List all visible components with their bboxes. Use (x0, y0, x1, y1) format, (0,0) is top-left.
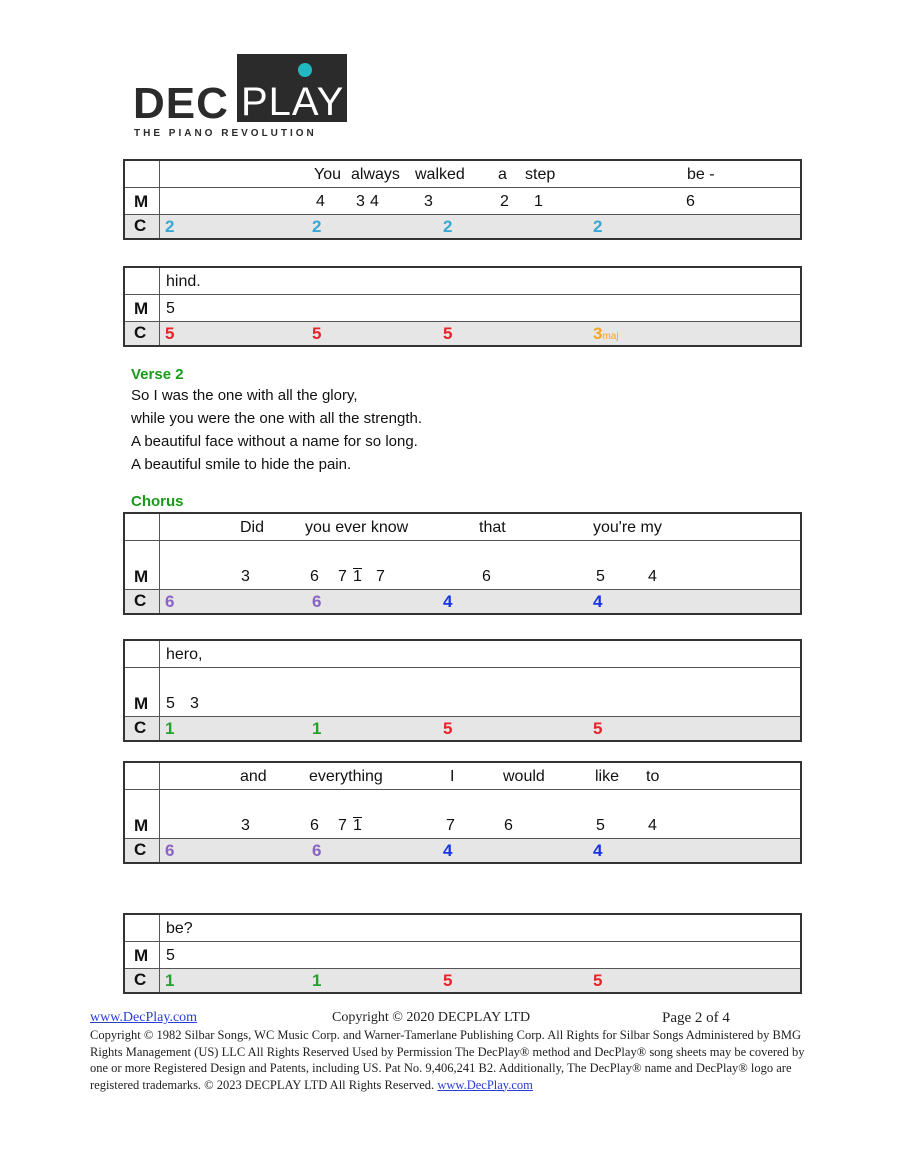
chord-number: 2 (443, 217, 453, 236)
melody-note: 6 (504, 817, 513, 834)
lyrics-row (125, 641, 800, 668)
chords-row (125, 322, 800, 345)
logo-play-text: PLAY (241, 80, 345, 124)
chords-label: C (134, 970, 147, 989)
melody-note: 5 (596, 817, 605, 834)
logo-dec-text: DEC (133, 79, 229, 128)
page-number: Page 2 of 4 (662, 1010, 730, 1026)
melody-label: M (134, 567, 149, 586)
chord-number: 4 (593, 841, 603, 860)
melody-note: 6 (482, 568, 491, 585)
lyrics-row (125, 915, 800, 942)
lyric-word: be? (166, 920, 193, 937)
chorus-heading: Chorus (131, 493, 184, 510)
lyric-word: would (503, 768, 545, 785)
melody-note: 4 (648, 568, 657, 585)
melody-row (125, 790, 800, 839)
chords-row (125, 839, 800, 862)
melody-note: 7 (338, 817, 347, 834)
chords-row (125, 215, 800, 238)
lyric-word: I (450, 768, 455, 785)
verse-line: while you were the one with all the strength. (131, 410, 422, 427)
chord-number: 2 (312, 217, 322, 236)
melody-label: M (134, 694, 149, 713)
lyrics-row (125, 514, 800, 541)
chord-number: 1 (165, 971, 175, 990)
melody-note: 3 (190, 695, 199, 712)
melody-row (125, 942, 800, 969)
melody-label: M (134, 946, 149, 965)
chord-number: 5 (593, 719, 603, 738)
lyric-word: you're my (593, 519, 662, 536)
melody-note: 5 (596, 568, 605, 585)
chord-number: 4 (593, 592, 603, 611)
lyric-word: walked (415, 166, 465, 183)
melody-note: 5 (166, 300, 175, 317)
site-link[interactable]: www.DecPlay.com (90, 1010, 198, 1025)
chord-number: 5 (312, 324, 322, 343)
stave-1 (123, 159, 802, 240)
lyrics-row (125, 161, 800, 188)
melody-note: 5 (166, 695, 175, 712)
chord-number: 1 (312, 971, 322, 990)
chord-number: 5 (443, 324, 453, 343)
decplay-logo (133, 54, 348, 144)
lyric-word: Did (240, 519, 265, 536)
lyrics-row (125, 268, 800, 295)
lyric-word: and (240, 768, 267, 785)
chords-label: C (134, 216, 147, 235)
chord-number: 6 (165, 592, 175, 611)
melody-note: 6 (310, 817, 319, 834)
chord-number: 2 (593, 217, 603, 236)
chord-number: 5 (443, 719, 453, 738)
melody-note: 6 (310, 568, 319, 585)
lyric-word: you ever know (305, 519, 409, 536)
melody-note: 4 (648, 817, 657, 834)
lyric-word: step (525, 166, 556, 183)
verse-2-heading: Verse 2 (131, 366, 184, 383)
chord-number: 5 (165, 324, 175, 343)
lyrics-row (125, 763, 800, 790)
lyric-word: like (595, 768, 620, 785)
stave-2 (123, 266, 802, 347)
melody-row (125, 188, 800, 215)
stave-6 (123, 913, 802, 994)
chord-number: 5 (443, 971, 453, 990)
chord-number: 4 (443, 841, 453, 860)
chord-number: 4 (443, 592, 453, 611)
lyric-word: a (498, 166, 507, 183)
melody-note: 4 (370, 193, 379, 210)
melody-note: 6 (686, 193, 695, 210)
verse-line: A beautiful face without a name for so long. (131, 433, 418, 450)
melody-note: 3 (241, 568, 250, 585)
chords-label: C (134, 718, 147, 737)
lyric-word: to (646, 768, 660, 785)
melody-row (125, 668, 800, 717)
melody-note: 1 (534, 193, 543, 210)
melody-note: 7 (338, 568, 347, 585)
melody-note: 7 (376, 568, 385, 585)
chord-number: 3maj (593, 324, 619, 343)
copyright-text: Copyright © 2020 DECPLAY LTD (332, 1010, 531, 1025)
melody-note: 5 (166, 947, 175, 964)
lyric-word: be - (687, 166, 715, 183)
melody-note: 3 (424, 193, 433, 210)
lyric-word: everything (309, 768, 383, 785)
lyric-word: You (314, 166, 341, 183)
chord-number: 1 (312, 719, 322, 738)
logo-dot-icon (298, 63, 312, 77)
melody-note: 7 (446, 817, 455, 834)
chords-label: C (134, 591, 147, 610)
chords-row (125, 717, 800, 740)
stave-4 (123, 639, 802, 742)
chord-number: 6 (312, 841, 322, 860)
melody-row (125, 541, 800, 590)
chords-label: C (134, 840, 147, 859)
lyric-word: always (351, 166, 400, 183)
lyric-word: hero, (166, 646, 203, 663)
melody-label: M (134, 816, 149, 835)
legal-text: Copyright © 1982 Silbar Songs, WC Music Corp. and Warner-Tamerlane Publishing Corp. All Rights for Silbar Songs Administered by BMG Rights Management (US) LLC All Rights Reserved Used by Permission The DecPlay® method and DecPlay® song sheets may be covered by one or more Registered Design and Patents, including US. Pat No. 9,406,241 B2. Additionally, The DecPlay® name and DecPlay® logo are registered trademarks. © 2023 DECPLAY LTD All Rights Reserved. (90, 1028, 805, 1092)
chords-row (125, 969, 800, 992)
melody-note: 3 (241, 817, 250, 834)
melody-note: 3 (356, 193, 365, 210)
chord-number: 1 (165, 719, 175, 738)
melody-note: 1 (353, 817, 362, 834)
chords-row (125, 590, 800, 613)
lyric-word: that (479, 519, 506, 536)
melody-note: 2 (500, 193, 509, 210)
stave-3 (123, 512, 802, 615)
chord-number: 6 (165, 841, 175, 860)
lyric-word: hind. (166, 273, 201, 290)
stave-5 (123, 761, 802, 864)
verse-line: So I was the one with all the glory, (131, 387, 358, 404)
melody-row (125, 295, 800, 322)
chord-number: 5 (593, 971, 603, 990)
footer (90, 1010, 810, 1093)
chord-number: 6 (312, 592, 322, 611)
melody-label: M (134, 192, 149, 211)
chord-number: 2 (165, 217, 175, 236)
melody-note: 4 (316, 193, 325, 210)
verse-line: A beautiful smile to hide the pain. (131, 456, 352, 473)
chords-label: C (134, 323, 147, 342)
site-link-2[interactable]: www.DecPlay.com (437, 1077, 533, 1092)
logo-tagline: THE PIANO REVOLUTION (134, 128, 317, 139)
melody-note: 1 (353, 568, 362, 585)
melody-label: M (134, 299, 149, 318)
